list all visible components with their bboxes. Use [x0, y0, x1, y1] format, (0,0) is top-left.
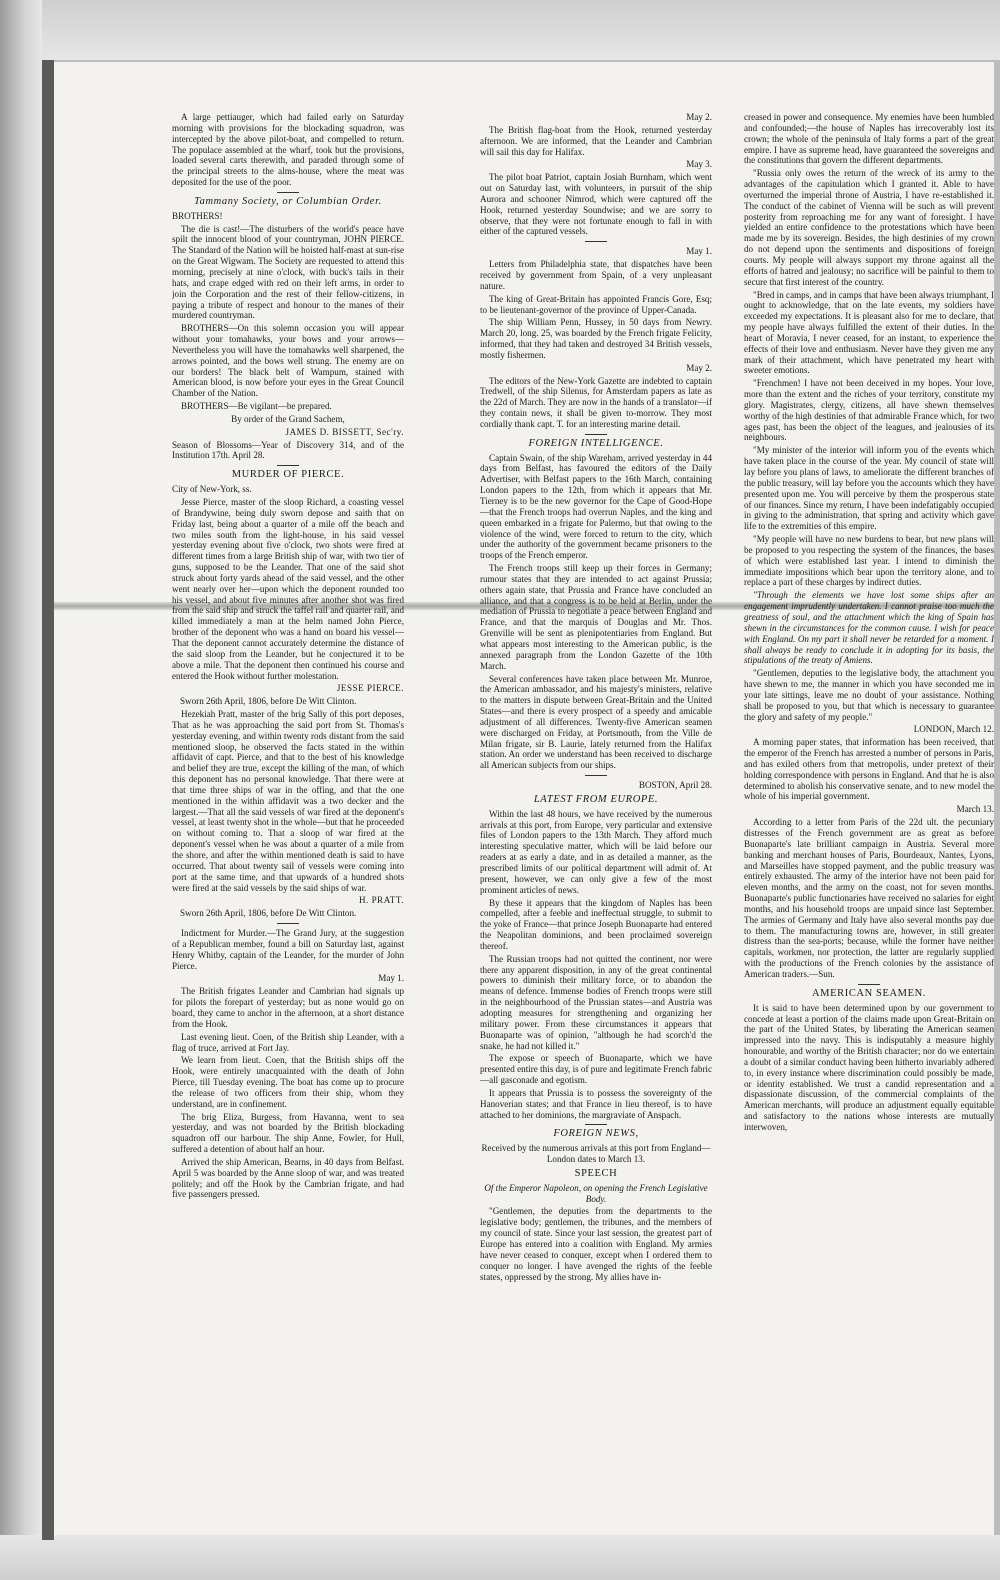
paragraph: A morning paper states, that information has been received, that the emperor of the French has arrested a number of persons in Paris, and has exiled others from that metropolis, under pretext of their holding correspondence with persons in England. And that he is also determined to abolish his conservative senate, and to new model the whole of his imperial government.	[744, 737, 994, 802]
page-binding	[42, 60, 54, 1540]
paragraph-italic: "Through the elements we have lost some ships after an engagement imprudently undertaken. I cannot praise too much the greatness of soul, and the attachment which the king of Spain has shewn in the circumstances for the common cause. I wish for peace with England. On my part it shall never be retarded for a moment. I shall always be ready to conclude it in adopting for its basis, the stipulations of the treaty of Amiens.	[744, 590, 994, 666]
paragraph: The French troops still keep up their forces in Germany; rumour states that they are intended to act against Prussia; others again state, that Prussia and France have concluded an alliance, and that a congress is to be held at Berlin, under the mediation of Prussia to negotiate a peace between England and France, and that the marquis of Douglas and Mr. Thos. Grenville will be sent as plenipotentiaries from England. But what appears most interesting to the American public, is the annexed paragraph from the London Gazette of the 10th March.	[480, 563, 712, 671]
signature: JESSE PIERCE.	[336, 683, 404, 694]
centered-line: Received by the numerous arrivals at this port from England—London dates to March 13.	[481, 1143, 711, 1165]
paragraph: "Russia only owes the return of the wreck of its army to the advantages of the capitulation which I granted it. Able to have overturned the imperial throne of Austria, I have re-established it. The conduct of the cabinet of Vienna will be such as will prevent posterity from reproaching me for any want of foresight. I have yielded an entire confidence to the protestations which have been made me by its sovereign. Besides, the high destinies of my crown do not depend upon the sentiments and dispositions of foreign courts. My people will always support my throne against all the efforts of hatred and jealousy; no sacrifice will be painful to them to secure that first interest of the country.	[744, 168, 994, 287]
paragraph: "Gentlemen, deputies to the legislative body, the attachment you have shewn to me, the manner in which you have seconded me in your late sittings, leave me no doubt of your assistance. Nothing shall be proposed to you, but that which is necessary to guarantee the glory and safety of my people."	[744, 668, 994, 722]
paragraph: The king of Great-Britain has appointed Francis Gore, Esq; to be lieutenant-governor of the province of Upper-Canada.	[480, 293, 712, 315]
dateline: BOSTON, April 28.	[638, 780, 712, 791]
paragraph: The ship William Penn, Hussey, in 50 days from Newry. March 20, long. 25, was boarded by the French frigate Felicity, informed, that they had taken and destroyed 34 British vessels, mostly fishermen.	[480, 317, 712, 360]
dateline: March 13.	[956, 804, 994, 815]
paragraph: The expose or speech of Buonaparte, which we have presented entire this day, is of pure and legitimate French fabric—all gasconade and egotism.	[480, 1053, 712, 1086]
paragraph: The Russian troops had not quitted the continent, nor were there any apparent disposition, in any of the great continental powers to diminish their military force, or to abandon the means of defence. Immense bodies of French troops were still in the neighbourhood of the Prussian states—and Austria was adopting measures for strengthening and organizing her military power. From these circumstances it appears that Buonaparte was of opinion, "although he had scorch'd the snake, he had not killed it."	[480, 953, 712, 1051]
section-divider	[585, 775, 607, 776]
dateline: May 2.	[686, 362, 712, 373]
dateline: May 3.	[686, 159, 712, 170]
column-2	[480, 112, 712, 1284]
paragraph: Jesse Pierce, master of the sloop Richard, a coasting vessel of Brandywine, being duly sworn depose and saith that on Friday last, being about a quarter of a mile off the beach and two miles south from the light-house, in his said vessel yesterday evening about five o'clock, two shots were fired at different times from a large British ship of war, with two tier of guns, supposed to be the Leander. That one of the said shot struck about forty yards ahead of the said vessel, and the other went nearly over her—upon which the deponent rounded too his vessel, and about five minutes after another shot was fired from the said ship and struck the taffel rail and quarter rail, and killed immediately a man at the helm named John Pierce, brother of the deponent who was a hand on board his vessel—That the deponent cannot accurately determine the distance of the said sloop from the Leander, but he conjectured it to be above a mile. That the deponent then continued his course and entered the Hook without further molestation.	[172, 497, 404, 681]
paragraph: Several conferences have taken place between Mr. Munroe, the American ambassador, and his majesty's ministers, relative to the matters in dispute between Great-Britain and the United States—and there is every prospect of a speedy and amicable adjustment of all differences. Twenty-five American seamen were discharged on Friday, at Portsmouth, from the Ville de Milan frigate, sir B. Laurie, lately returned from the Halifax station. An order we understand has been received to discharge all American subjects from our ships.	[480, 673, 712, 771]
centered-subtitle: Of the Emperor Napoleon, on opening the French Legislative Body.	[484, 1182, 708, 1204]
paragraph: "Gentlemen, the deputies from the departments to the legislative body; gentlemen, the tribunes, and the members of my council of state. Since your last session, the greatest part of Europe has entered into a coalition with England. My armies have never ceased to conquer, except when I ordered them to conquer no longer. I have avenged the rights of the feeble states, oppressed by the strong. My allies have in-	[480, 1206, 712, 1282]
paragraph: Letters from Philadelphia state, that dispatches have been received by government from Spain, of a very unpleasant nature.	[480, 259, 712, 291]
paragraph: "Bred in camps, and in camps that have been always triumphant, I ought to acknowledge, that on the late events, my soldiers have exceeded my expectations. It is pleasant also for me to declare, that my people have always fulfilled the extent of their duties. In the heart of Moravia, I never ceased, for an instant, to experience the effects of their love and enthusiasm. Never have they given me any mark of their attachment, which have penetrated my heart with sweeter emotions.	[744, 289, 994, 376]
paragraph: City of New-York, ss.	[172, 484, 252, 495]
section-divider	[277, 465, 299, 466]
scan-border-bottom	[0, 1535, 1000, 1580]
dateline: May 1.	[686, 246, 712, 257]
dateline: May 2.	[686, 112, 712, 122]
section-heading: FOREIGN INTELLIGENCE.	[528, 437, 664, 449]
section-heading: LATEST FROM EUROPE.	[533, 793, 659, 805]
scan-border-top	[0, 0, 1000, 60]
paragraph: "My people will have no new burdens to bear, but new plans will be proposed to you respecting the system of the finances, the bases of which were established last year. I intend to diminish the immediate impositions which bear upon the territory alone, and to replace a part of these charges by indirect duties.	[744, 534, 994, 588]
paragraph: It is said to have been determined upon by our government to concede at least a portion of the claims made upon Great-Britain on the part of the United States, by liberating the American seamen impressed into the navy. This is indisputably a measure highly honourable, and worthy of the British character; nor do we entertain a doubt of a similar conduct having been hitherto invariably adhered to, in every instance where discrimination could possibly be made, or identity established. We trust a candid representation and a dispassionate discussion, of the commercial complaints of the American merchants, will produce an adjustment equally equitable and satisfactory to the nations whose interests are mutually interwoven,	[744, 1002, 994, 1132]
paragraph: The editors of the New-York Gazette are indebted to captain Tredwell, of the ship Silenus, for Amsterdam papers as late as the 22d of March. They are now in the hands of a translator—if they contain news, it shall be given to-morrow. They most cordially thank capt. T. for an interesting marine detail.	[480, 375, 712, 429]
section-divider	[585, 241, 607, 242]
paragraph: We learn from lieut. Coen, that the British ships off the Hook, were entirely unacquainted with the death of John Pierce, till Tuesday evening. The boat has come up to procure the release of two officers from their ship, whom they understand, are in confinement.	[172, 1055, 404, 1109]
paragraph: By these it appears that the kingdom of Naples has been compelled, after a feeble and ineffectual struggle, to submit to the yoke of France—that prince Joseph Buonaparte had entered the Neapolitan dominions, and been proclaimed sovereign thereof.	[480, 897, 712, 951]
article-headline: MURDER OF PIERCE.	[231, 469, 345, 481]
paragraph: The brig Eliza, Burgess, from Havanna, went to sea yesterday, and was not boarded by the British blockading squadron off our harbour. The ship Anne, Fowler, for Hull, suffered a detention of about half an hour.	[172, 1111, 404, 1155]
paragraph: According to a letter from Paris of the 22d ult. the pecuniary distresses of the French government are as great as before Buonaparte's late brilliant campaign in Austria. Several more banking and merchant houses of Paris, Bourdeaux, Nantes, Lyons, and Marseilles have stopped payment, and the public treasury was entirely exhausted. The army of the interior have not been paid for eleven months, and the army on the coast, not for seven months. Buonaparte's public functionaries have received no salaries for eight months, and his household troops are unpaid since last September. The armies of Germany and Italy have also several months pay due to them. The manufacturing towns are, however, in still greater distress than the sea-ports; because, while the former have neither capitals, workmen, nor protection, the latter are regularly supplied with the productions of the French colonies by the assistance of American traders.—Sun.	[744, 817, 994, 979]
paragraph: BROTHERS—Be vigilant—be prepared.	[181, 401, 332, 412]
article-headline: SPEECH	[574, 1167, 618, 1179]
article-headline: AMERICAN SEAMEN.	[811, 987, 927, 999]
paragraph: The pilot boat Patriot, captain Josiah Burnham, which went out on Saturday last, with volunteers, in pursuit of the ship Aurora and schooner Nimrod, which were captured off the Hook, returned yesterday Soundwise; and we are sorry to observe, that they were not fortunate enough to fall in with either of the captured vessels.	[480, 172, 712, 237]
paragraph: Indictment for Murder.—The Grand Jury, at the suggestion of a Republican member, found a bill on Saturday last, against Henry Whitby, captain of the Leander, for the murder of John Pierce.	[172, 928, 404, 971]
section-divider	[277, 923, 299, 924]
paragraph: BROTHERS!	[172, 210, 223, 221]
paragraph: Last evening lieut. Coen, of the British ship Leander, with a flag of truce, arrived at Fort Jay.	[172, 1031, 404, 1053]
section-heading: Tammany Society, or Columbian Order.	[194, 195, 382, 207]
paragraph: "My minister of the interior will inform you of the events which have taken place in the course of the year. My council of state will lay before you plans of laws, to ameliorate the different branches of the public treasury, will lay before you the accounts which they have presented upon me. You will perceive by them the prosperous state of our finances. Since my return, I have been indefatigably occupied in giving to the administration, that spring and activity which gave life to the extremities of this empire.	[744, 445, 994, 532]
sworn-statement: Sworn 26th April, 1806, before De Witt Clinton.	[180, 696, 357, 707]
paragraph: The British flag-boat from the Hook, returned yesterday afternoon. We are informed, that the Leander and Cambrian will sail this day for Halifax.	[480, 124, 712, 157]
paragraph: A large pettiauger, which had failed early on Saturday morning with provisions for the blockading squadron, was intercepted by the above pilot-boat, and compelled to return. The populace assembled at the wharf, took but the provisions, loaded several carts therewith, and paraded through some of the principal streets to the alms-house, where the meat was deposited for the use of the poor.	[172, 112, 404, 188]
paragraph: Hezekiah Pratt, master of the brig Sally of this port deposes, That as he was approaching the said port from St. Thomas's yesterday evening, and within twenty rods distant from the said mentioned sloop, he observed the facts stated in the within affidavit of capt. Pierce, and that to the best of his knowledge and belief they are true, except the killing of the man, of which this deponent has no personal knowledge. That there were at that time three ships of war in the offing, and that the one mentioned in the within affidavit was a two decker and the largest.—That all the said vessels of war fired at the deponent's vessel, at least twenty shot in the whole—but that he proceeded on without coming to. That a sloop of war fired at the deponent's vessel when he was about a quarter of a mile from the shore, and after the within mentioned death is said to have occurred. That about twenty sail of vessels were coming into port at the same time, and that upwards of a hundred shots were fired at the said vessels by the said ships of war.	[172, 709, 404, 893]
column-1	[172, 112, 404, 1202]
section-divider	[277, 192, 299, 193]
section-divider	[585, 1124, 607, 1125]
paragraph: Within the last 48 hours, we have received by the numerous arrivals at this port, from Europe, very particular and extensive files of London papers to the 13th March. They afford much interesting speculative matter, which will be laid before our readers at as early a date, and in as detailed a manner, as the prescribed limits of our political department will admit of. At present, however, we can only give a few of the most prominent articles of news.	[480, 808, 712, 895]
section-heading: FOREIGN NEWS,	[553, 1128, 639, 1140]
sworn-statement: Sworn 26th April, 1806, before De Witt Clinton.	[180, 908, 357, 919]
paragraph: BROTHERS—On this solemn occasion you will appear without your tomahawks, your bows and your arrows—Nevertheless you will have the tomahawks well sharpened, the arrows pointed, and the bows well strung. The enemy are on our borders! The black belt of Wampum, stained with American blood, is now before your eyes in the Great Council Chamber of the Nation.	[172, 323, 404, 399]
dateline: May 1.	[378, 973, 404, 984]
paragraph: Captain Swain, of the ship Wareham, arrived yesterday in 44 days from Belfast, has favoured the editors of the Daily Advertiser, with Belfast papers to the 16th March, containing London papers to the 12th, from which it appears that Mr. Tierney is to be the new governor for the Cape of Good-Hope—that the French troops had overrun Naples, and the king and queen embarked in a frigate for Palermo, but that owing to the violence of the wind, were forced to return to the city, which under the authority of the government became prisoners to the troops of the French emperor.	[480, 452, 712, 561]
paragraph: It appears that Prussia is to possess the sovereignty of the Hanoverian states; and that France in lieu thereof, is to have attached to her dominions, the margraviate of Anspach.	[480, 1087, 712, 1120]
paragraph: The British frigates Leander and Cambrian had signals up for pilots the forepart of yesterday; but as none would go on board, they came to anchor in the afternoon, at a short distance from the Hook.	[172, 986, 404, 1029]
centered-line: By order of the Grand Sachem,	[231, 413, 345, 424]
paragraph: Arrived the ship American, Bearns, in 40 days from Belfast. April 5 was boarded by the Anne sloop of war, and was treated politely; and off the Hook by the Cambrian frigate, and had five passengers pressed.	[172, 1156, 404, 1200]
scan-border-left	[0, 0, 42, 1580]
newspaper-page	[54, 62, 994, 1535]
signature: H. PRATT.	[358, 895, 404, 906]
paragraph: The die is cast!—The disturbers of the world's peace have spilt the innocent blood of your countryman, JOHN PIERCE. The Standard of the Nation will be hoisted half-mast at sun-rise on the Great Wigwam. The Society are requested to attend this morning, precisely at nine o'clock, with buck's tails in their hats, and crape edged with red on their left arms, in order to join the Corporation and the rest of their fellow-citizens, in paying a tribute of respect and honour to the manes of their murdered countryman.	[172, 223, 404, 321]
section-divider	[858, 984, 880, 985]
dateline: LONDON, March 12.	[913, 724, 994, 735]
section-divider	[585, 434, 607, 435]
paragraph: Season of Blossoms—Year of Discovery 314, and of the Institution 17th. April 28.	[172, 439, 404, 461]
paragraph: "Frenchmen! I have not been deceived in my hopes. Your love, more than the extent and the riches of your territory, constitute my glory. Magistrates, clergy, citizens, all have shewn themselves worthy of the high destinies of that admirable France which, for two ages past, has been the object of the leagues, and jealousies of its neighbours.	[744, 378, 994, 443]
signature: JAMES D. BISSETT, Sec'ry.	[285, 426, 404, 437]
column-3	[744, 112, 994, 1532]
paragraph: creased in power and consequence. My enemies have been humbled and confounded;—the house of Naples has irrecoverably lost its crown; the whole of the peninsula of Italy forms a part of the great empire. I have as supreme head, have guaranteed the sovereigns and the constitutions that govern the different departments.	[744, 112, 994, 166]
